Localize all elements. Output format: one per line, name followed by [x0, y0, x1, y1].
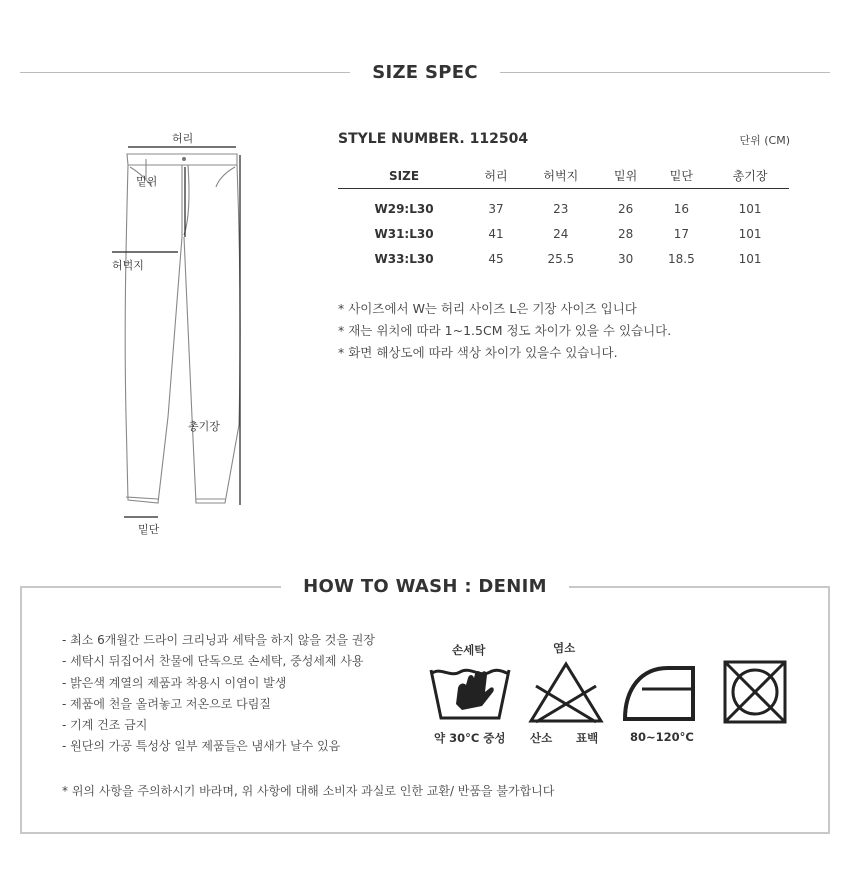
- wash-heading: [20, 576, 830, 597]
- table-cell: 26: [617, 201, 634, 216]
- pants-measurement-diagram: [100, 125, 270, 545]
- table-cell: 41: [488, 226, 504, 241]
- size-spec-heading: [20, 62, 830, 83]
- iron-icon: [622, 662, 698, 722]
- table-row: [338, 188, 789, 221]
- table-cell: 45: [488, 251, 504, 266]
- list-item: - 세탁시 뒤집어서 찬물에 단독으로 손세탁, 중성세제 사용: [62, 654, 364, 669]
- note-line: * 화면 해상도에 따라 색상 차이가 있을수 있습니다.: [338, 345, 618, 360]
- table-cell: W29:L30: [374, 201, 434, 216]
- col-header-waist: 허리: [470, 164, 522, 188]
- size-table: [338, 164, 789, 271]
- handwash-icon: [428, 664, 512, 722]
- list-item: - 제품에 천을 올려놓고 저온으로 다림질: [62, 696, 271, 711]
- table-cell: 37: [488, 201, 504, 216]
- table-row: [338, 221, 789, 246]
- handwash-top-label: 손세탁: [452, 643, 486, 657]
- divider-left: [20, 586, 281, 588]
- table-row: [338, 246, 789, 271]
- list-item: - 원단의 가공 특성상 일부 제품들은 냄새가 날수 있음: [62, 739, 341, 754]
- table-cell: 101: [738, 201, 762, 216]
- length-label: 총기장: [188, 420, 220, 433]
- divider-right: [500, 72, 830, 73]
- table-cell: 101: [738, 251, 762, 266]
- wash-title: HOW TO WASH : DENIM: [303, 576, 547, 597]
- waist-label: 허리: [172, 132, 194, 145]
- no-tumble-dry-icon: [723, 660, 787, 724]
- handwash-bottom-label: 약 30°C 중성: [434, 731, 506, 745]
- pants-illustration: [100, 125, 270, 545]
- note-line: * 재는 위치에 따라 1~1.5CM 정도 차이가 있을 수 있습니다.: [338, 323, 672, 338]
- table-cell: 23: [553, 201, 569, 216]
- table-cell: 101: [738, 226, 762, 241]
- note-line: * 사이즈에서 W는 허리 사이즈 L은 기장 사이즈 입니다: [338, 301, 637, 316]
- table-cell: W31:L30: [374, 226, 434, 241]
- col-header-rise: 밑위: [600, 164, 652, 188]
- bleach-left-label: 산소: [530, 731, 553, 745]
- size-notes: [338, 298, 671, 364]
- col-header-hem: 밑단: [652, 164, 712, 188]
- table-header-row: [338, 164, 789, 188]
- bleach-top-label: 염소: [553, 641, 576, 655]
- table-cell: W33:L30: [374, 251, 434, 266]
- thigh-label: 허벅지: [112, 259, 144, 272]
- table-cell: 24: [553, 226, 569, 241]
- iron-bottom-label: 80~120°C: [630, 730, 694, 744]
- table-cell: 16: [673, 201, 689, 216]
- style-number: STYLE NUMBER. 112504: [338, 131, 529, 147]
- table-cell: 25.5: [547, 251, 575, 266]
- table-cell: 28: [617, 226, 634, 241]
- rise-label: 밑위: [136, 175, 158, 188]
- divider-right: [569, 586, 830, 588]
- col-header-length: 총기장: [711, 164, 789, 188]
- table-cell: 30: [617, 251, 634, 266]
- list-item: - 밝은색 계열의 제품과 착용시 이염이 발생: [62, 675, 287, 690]
- col-header-thigh: 허벅지: [522, 164, 600, 188]
- wash-footnote: * 위의 사항을 주의하시기 바라며, 위 사항에 대해 소비자 과실로 인한 교환/ 반품을 불가합니다: [62, 784, 555, 798]
- size-spec-title: SIZE SPEC: [372, 62, 478, 83]
- table-cell: 18.5: [668, 251, 695, 266]
- table-cell: 17: [673, 226, 689, 241]
- hem-label: 밑단: [138, 523, 160, 536]
- list-item: - 최소 6개월간 드라이 크리닝과 세탁을 하지 않을 것을 권장: [62, 633, 375, 647]
- bleach-right-label: 표백: [576, 731, 599, 745]
- no-bleach-icon: [528, 660, 604, 724]
- list-item: - 기계 건조 금지: [62, 718, 148, 733]
- col-header-size: SIZE: [338, 164, 470, 188]
- wash-instructions: [62, 630, 375, 758]
- unit-label: 단위 (CM): [739, 134, 790, 147]
- divider-left: [20, 72, 350, 73]
